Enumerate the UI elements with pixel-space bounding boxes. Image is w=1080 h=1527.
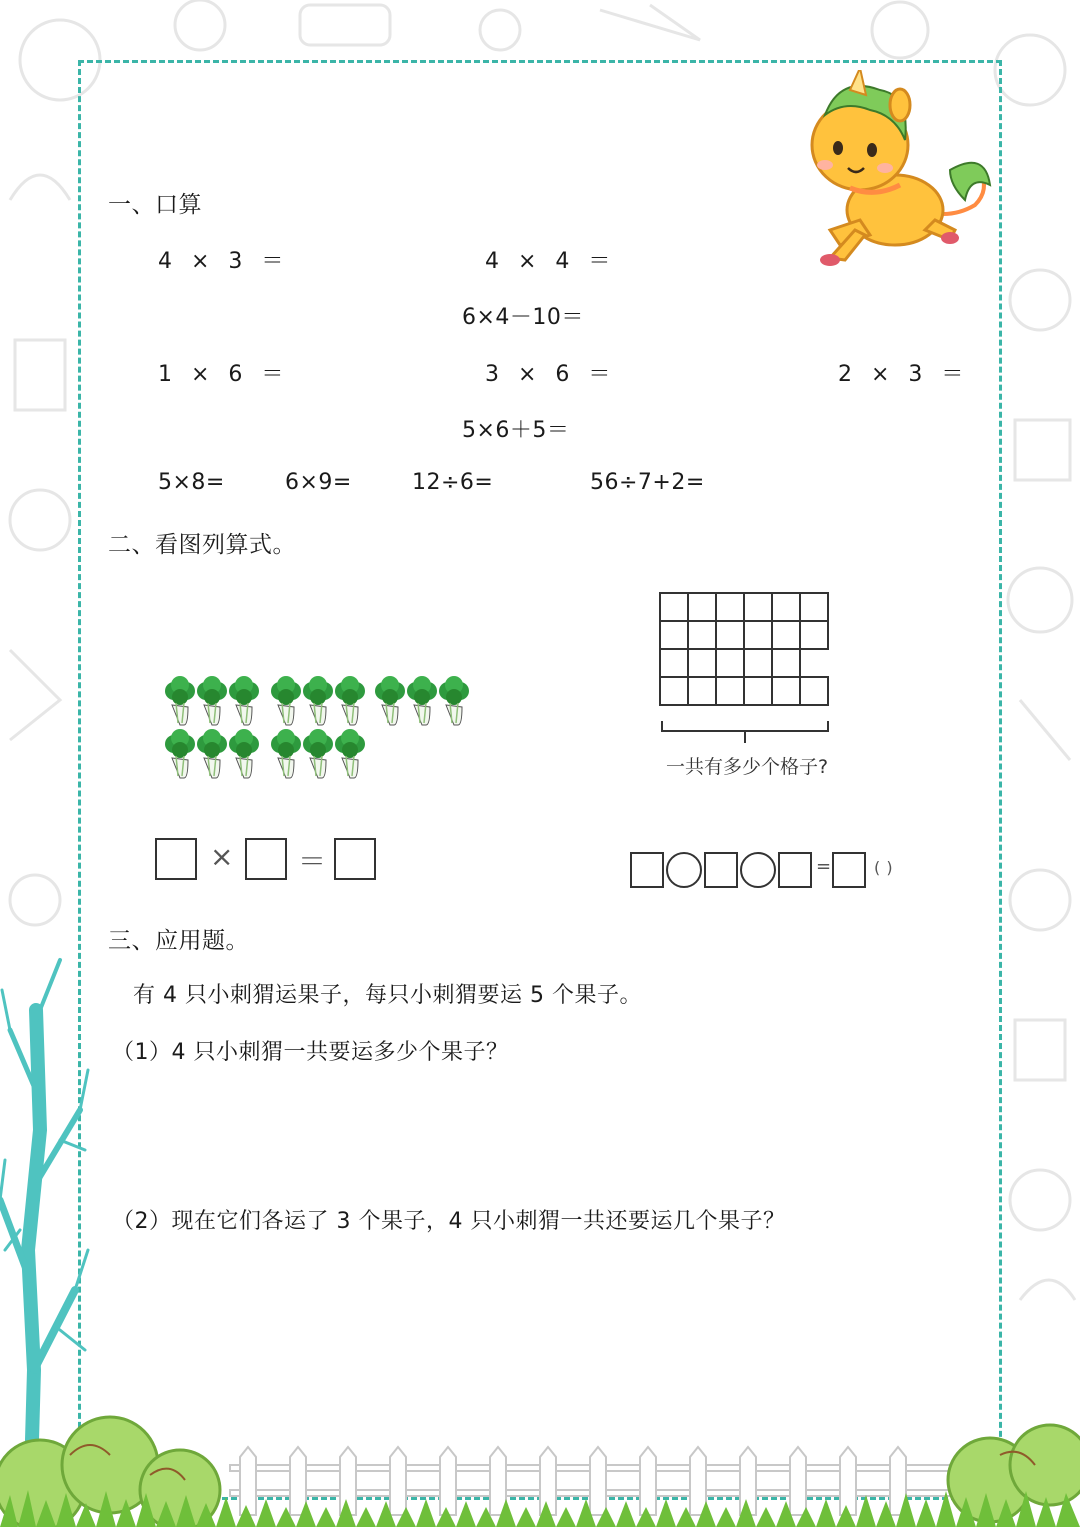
mental-math-item: 5×8=	[158, 470, 225, 495]
grid-picture	[650, 585, 850, 745]
unit-paren: ( )	[874, 858, 894, 877]
mental-math-item: 56÷7+2=	[590, 470, 705, 495]
problem-statement: 有 4 只小刺猬运果子，每只小刺猬要运 5 个果子。	[133, 983, 642, 1008]
answer-box[interactable]	[334, 838, 376, 880]
grass-fence-footer	[0, 1395, 1080, 1527]
mental-math-item: 1 × 6 ＝	[158, 362, 290, 387]
equals-symbol: ＝	[298, 845, 327, 878]
mental-math-item: 3 × 6 ＝	[485, 362, 617, 387]
operator-circle[interactable]	[740, 852, 776, 888]
answer-box[interactable]	[832, 852, 866, 888]
mental-math-item: 4 × 3 ＝	[158, 249, 290, 274]
equals-symbol: =	[816, 856, 832, 877]
answer-box[interactable]	[704, 852, 738, 888]
mental-math-item: 6×4－10＝	[462, 305, 584, 330]
section1-title: 一、口算	[108, 192, 202, 218]
answer-box[interactable]	[245, 838, 287, 880]
times-symbol: ×	[210, 840, 234, 873]
mental-math-item: 4 × 4 ＝	[485, 249, 617, 274]
unicorn-mascot	[800, 70, 995, 275]
answer-box[interactable]	[630, 852, 664, 888]
cabbage-group	[165, 676, 469, 778]
mental-math-item: 2 × 3 ＝	[838, 362, 970, 387]
cabbage-picture	[160, 675, 480, 785]
mental-math-item: 5×6＋5＝	[462, 418, 570, 443]
operator-circle[interactable]	[666, 852, 702, 888]
answer-box[interactable]	[778, 852, 812, 888]
question-2: （2）现在它们各运了 3 个果子，4 只小刺猬一共还要运几个果子？	[112, 1209, 786, 1234]
section2-title: 二、看图列算式。	[108, 532, 296, 558]
grid-question: 一共有多少个格子?	[666, 756, 829, 778]
question-1: （1）4 只小刺猬一共要运多少个果子？	[112, 1040, 509, 1065]
section3-title: 三、应用题。	[108, 928, 249, 954]
mental-math-item: 6×9=	[285, 470, 352, 495]
answer-box[interactable]	[155, 838, 197, 880]
mental-math-item: 12÷6=	[412, 470, 494, 495]
